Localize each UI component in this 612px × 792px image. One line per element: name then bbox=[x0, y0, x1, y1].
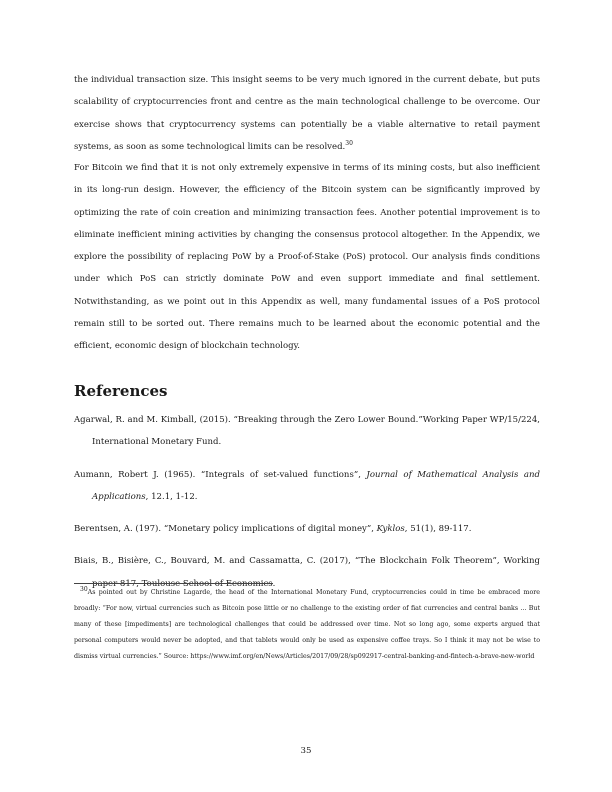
page-number: 35 bbox=[300, 746, 312, 756]
paragraph-text: For Bitcoin we find that it is not only extremely expensive in terms of its mining costs, but also inefficient in its long-run design. However, the efficiency of the Bitcoin system can be significantly improved by optimizing the rate of coin creation and minimizing transaction fees. Another potential improvement is to eliminate inefficient mining activities by changing the consensus protocol altogether. In the Appendix, we explore the possibility of replacing PoW by a Proof-of-Stake (PoS) protocol. Our analysis finds conditions under which PoS can strictly dominate PoW and even support immediate and final settlement. Notwithstanding, as we point out in this Appendix as well, many fundamental issues of a PoS protocol remain still to be sorted out. There remains much to be learned about the economic potential and the efficient, economic design of blockchain technology. bbox=[74, 163, 540, 352]
footnote-number: 30 bbox=[80, 585, 88, 593]
reference-journal: Kyklos bbox=[376, 524, 405, 535]
reference-text: Berentsen, A. (197). “Monetary policy implications of digital money”, bbox=[74, 524, 377, 535]
paragraph-text: the individual transaction size. This insight seems to be very much ignored in the current debate, but puts scalability of cryptocurrencies front and centre as the main technological challenge to be overcome. Our exercise shows that cryptocurrency systems can potentially be a viable alternative to retail payment systems, as soon as some technological limits can be resolved. bbox=[74, 75, 540, 152]
body-paragraph-2 bbox=[74, 157, 540, 358]
reference-journal: Journal of Mathematical Analysis and Applications bbox=[92, 469, 540, 502]
reference-text-tail: , 12.1, 1-12. bbox=[145, 491, 198, 502]
body-paragraph-1 bbox=[74, 69, 540, 158]
reference-text: Agarwal, R. and M. Kimball, (2015). “Breaking through the Zero Lower Bound.”Working Paper WP/15/224, International Monetary Fund. bbox=[74, 415, 540, 448]
reference-item bbox=[74, 464, 540, 509]
reference-text: Biais, B., Bisière, C., Bouvard, M. and Cassamatta, C. (2017), “The Blockchain Folk Theorem”, Working paper 817, Toulouse School of Economics. bbox=[74, 556, 540, 589]
reference-text-tail: , 51(1), 89-117. bbox=[404, 524, 472, 535]
reference-item bbox=[74, 409, 540, 454]
footnote-divider bbox=[74, 583, 273, 584]
reference-text: Aumann, Robert J. (1965). “Integrals of set-valued functions”, bbox=[74, 469, 367, 480]
footnote bbox=[74, 585, 540, 665]
references-list bbox=[74, 409, 540, 605]
reference-item bbox=[74, 518, 540, 540]
footnote-marker[interactable]: 30 bbox=[345, 140, 353, 148]
footnote-text: As pointed out by Christine Lagarde, the head of the International Monetary Fund, cryptocurrencies could in time be embraced more broadly: “For now, virtual currencies such as Bitcoin pose little or no challenge to the existing order of fiat currencies and central banks ... But many of these [impediments] are technological challenges that could be addressed over time. Not so long ago, some experts argued that personal computers would never be adopted, and that tablets would only be used as expensive coffee trays. So I think it may not be wise to dismiss virtual currencies.” Source: https://www.imf.org/en/News/Articles/2017/09/28/sp092917-central-banking-and-fintech-a-brave-new-world bbox=[74, 589, 540, 660]
references-heading: References bbox=[74, 382, 168, 400]
